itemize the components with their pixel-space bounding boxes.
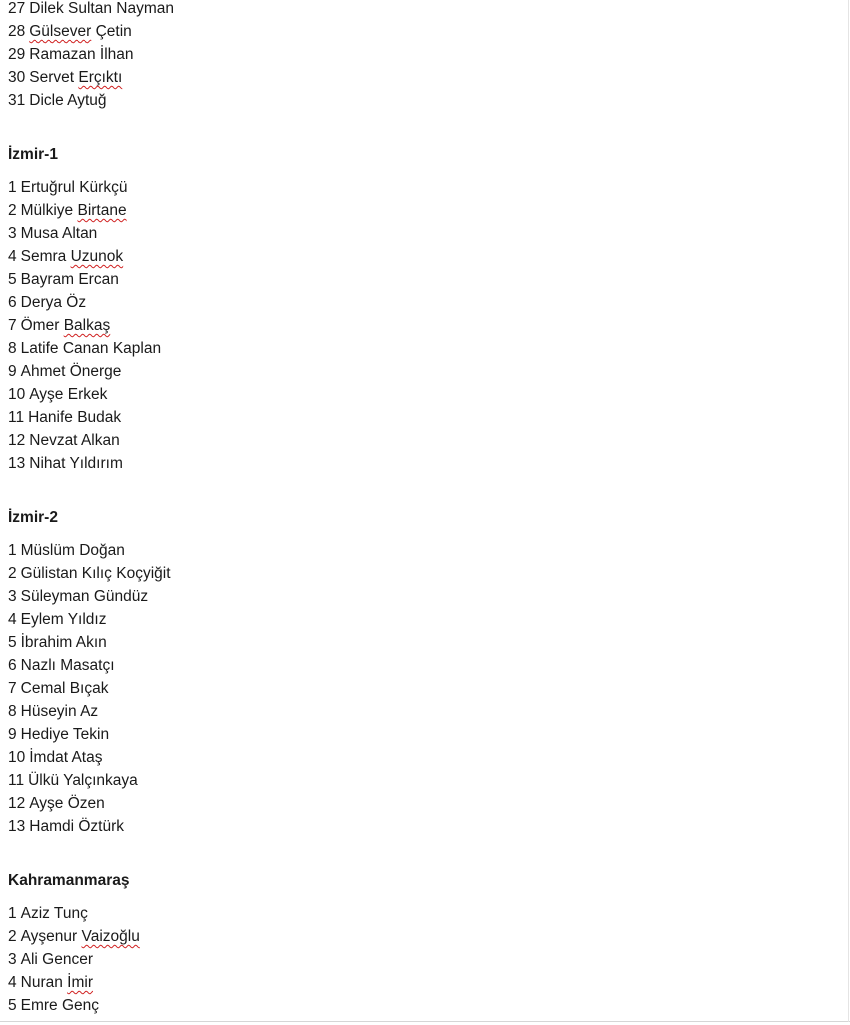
list-item-number: 8: [8, 340, 17, 357]
list-item-number: 1: [8, 179, 17, 196]
list-item-number: 1: [8, 905, 17, 922]
list-item-number: 1: [8, 542, 17, 559]
list-item: [8, 0, 838, 20]
section-heading: Kahramanmaraş: [8, 872, 130, 889]
list-item-number: 3: [8, 951, 17, 968]
list-item-name: Derya Öz: [20, 294, 87, 311]
list-item: [8, 383, 838, 406]
candidate-section: [8, 143, 838, 475]
list-item-number: 6: [8, 657, 17, 674]
spellcheck-flagged-word: Balkaş: [63, 317, 111, 334]
list-item: [8, 677, 838, 700]
list-item-number: 5: [8, 271, 17, 288]
list-item: [8, 245, 838, 268]
list-item-name: Bayram Ercan: [20, 271, 119, 288]
list-item-number: 3: [8, 225, 17, 242]
list-item-number: 7: [8, 317, 17, 334]
list-item-name: Dicle Aytuğ: [29, 92, 107, 109]
list-item-name: Aziz Tunç: [20, 905, 88, 922]
list-item-number: 29: [8, 46, 26, 63]
document-page: [8, 0, 838, 1017]
list-item-name: Hamdi Öztürk: [29, 818, 124, 835]
list-item-name: Ömer: [20, 317, 64, 334]
spellcheck-flagged-word: Birtane: [77, 202, 127, 219]
list-item: [8, 585, 838, 608]
list-item: [8, 723, 838, 746]
list-item: [8, 815, 838, 838]
spellcheck-flagged-word: Uzunok: [70, 248, 124, 265]
section-heading: İzmir-1: [8, 146, 58, 163]
page-right-border: [848, 0, 849, 1022]
candidate-sections: [8, 143, 838, 1017]
list-item: [8, 406, 838, 429]
list-item: [8, 222, 838, 245]
spellcheck-flagged-word: Gülsever: [29, 23, 92, 40]
list-item-number: 13: [8, 818, 26, 835]
list-item-number: 12: [8, 432, 26, 449]
list-item: [8, 700, 838, 723]
candidate-section: [8, 506, 838, 838]
list-item-name: Nihat Yıldırım: [29, 455, 123, 472]
list-item: [8, 925, 838, 948]
list-item: [8, 994, 838, 1017]
list-item-name: Ali Gencer: [20, 951, 93, 968]
list-item: [8, 971, 838, 994]
list-item-name: Ülkü Yalçınkaya: [28, 772, 138, 789]
list-item: [8, 769, 838, 792]
list-item-name: İbrahim Akın: [20, 634, 107, 651]
list-item-name: Çetin: [91, 23, 132, 40]
list-item-number: 7: [8, 680, 17, 697]
spellcheck-flagged-word: İmir: [67, 974, 93, 991]
list-item: [8, 291, 838, 314]
list-item-name: Semra: [20, 248, 71, 265]
list-item-number: 4: [8, 248, 17, 265]
list-item: [8, 948, 838, 971]
list-item-name: Latife Canan Kaplan: [20, 340, 162, 357]
list-item: [8, 314, 838, 337]
list-item-number: 30: [8, 69, 26, 86]
list-item: [8, 631, 838, 654]
section-heading: İzmir-2: [8, 509, 58, 526]
spellcheck-flagged-word: Vaizoğlu: [81, 928, 140, 945]
list-item: [8, 902, 838, 925]
list-item-name: Emre Genç: [20, 997, 100, 1014]
list-item-name: Ayşe Erkek: [29, 386, 108, 403]
list-item-name: Ayşe Özen: [29, 795, 105, 812]
list-item: [8, 43, 838, 66]
list-item-number: 2: [8, 202, 17, 219]
list-item-number: 6: [8, 294, 17, 311]
list-item: [8, 608, 838, 631]
list-item-number: 27: [8, 0, 26, 17]
list-item-number: 13: [8, 455, 26, 472]
list-item-name: Gülistan Kılıç Koçyiğit: [20, 565, 171, 582]
list-item-number: 28: [8, 23, 26, 40]
list-item-number: 10: [8, 749, 26, 766]
list-item: [8, 429, 838, 452]
list-item-number: 3: [8, 588, 17, 605]
page-bottom-border: [0, 1021, 850, 1022]
list-item-number: 4: [8, 974, 17, 991]
list-item-name: Ayşenur: [20, 928, 82, 945]
list-item-number: 9: [8, 363, 17, 380]
list-item-name: İmdat Ataş: [29, 749, 103, 766]
list-item: [8, 654, 838, 677]
list-item-number: 5: [8, 634, 17, 651]
list-item: [8, 539, 838, 562]
list-item-number: 12: [8, 795, 26, 812]
list-item: [8, 176, 838, 199]
list-item-number: 5: [8, 997, 17, 1014]
list-item-number: 31: [8, 92, 26, 109]
list-item: [8, 562, 838, 585]
list-item-number: 4: [8, 611, 17, 628]
list-item-name: Ertuğrul Kürkçü: [20, 179, 128, 196]
list-item: [8, 337, 838, 360]
list-item-number: 8: [8, 703, 17, 720]
list-item-name: Ahmet Önerge: [20, 363, 122, 380]
intro-candidate-list: [8, 0, 838, 112]
list-item-name: Mülkiye: [20, 202, 78, 219]
list-item-name: Hanife Budak: [28, 409, 122, 426]
list-item-name: Süleyman Gündüz: [20, 588, 149, 605]
list-item-name: Hediye Tekin: [20, 726, 110, 743]
list-item-number: 11: [8, 409, 25, 426]
list-item-number: 2: [8, 928, 17, 945]
list-item-number: 11: [8, 772, 25, 789]
list-item-number: 10: [8, 386, 26, 403]
list-item: [8, 452, 838, 475]
list-item: [8, 746, 838, 769]
list-item-name: Nazlı Masatçı: [20, 657, 115, 674]
list-item-name: Nevzat Alkan: [29, 432, 120, 449]
list-item: [8, 66, 838, 89]
list-item: [8, 792, 838, 815]
list-item-name: Ramazan İlhan: [29, 46, 134, 63]
spellcheck-flagged-word: Erçıktı: [78, 69, 123, 86]
candidate-section: [8, 869, 838, 1017]
list-item-number: 9: [8, 726, 17, 743]
list-item-name: Musa Altan: [20, 225, 98, 242]
list-item: [8, 268, 838, 291]
list-item-name: Eylem Yıldız: [20, 611, 107, 628]
list-item: [8, 199, 838, 222]
list-item-number: 2: [8, 565, 17, 582]
list-item-name: Müslüm Doğan: [20, 542, 125, 559]
list-item: [8, 89, 838, 112]
list-item-name: Dilek Sultan Nayman: [29, 0, 174, 17]
list-item-name: Servet: [29, 69, 79, 86]
list-item: [8, 20, 838, 43]
list-item-name: Cemal Bıçak: [20, 680, 109, 697]
list-item-name: Hüseyin Az: [20, 703, 99, 720]
list-item-name: Nuran: [20, 974, 68, 991]
list-item: [8, 360, 838, 383]
